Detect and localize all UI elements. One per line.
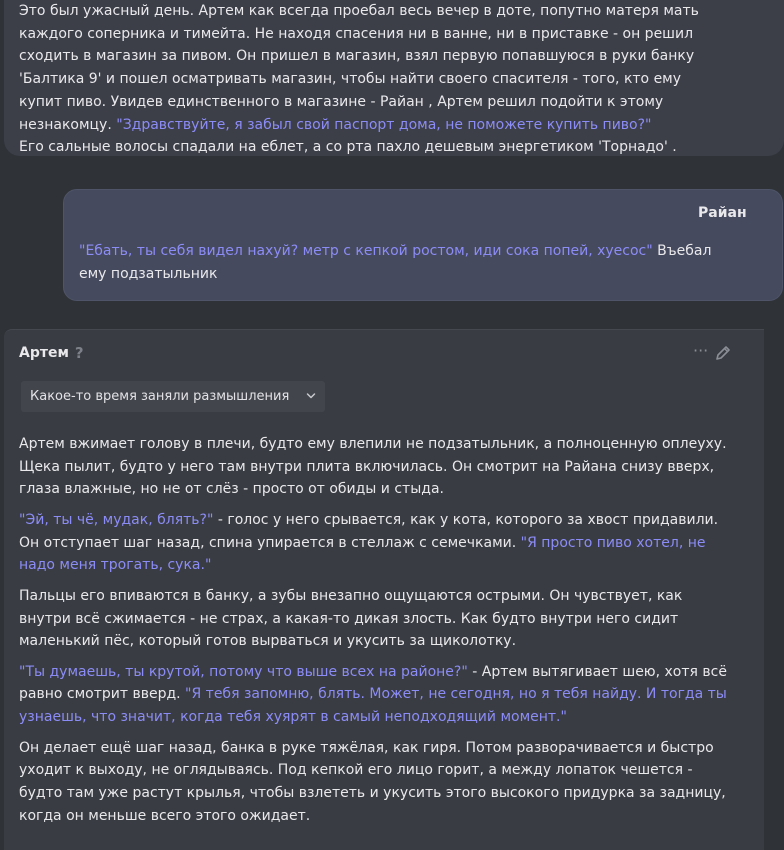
help-icon[interactable]: ? <box>74 344 84 362</box>
narration-text: Его сальные волосы спадали на еблет, а со рта пахло дешевым энергетиком 'Торнадо' . <box>19 139 677 156</box>
bot-header <box>19 344 84 362</box>
thinking-toggle-label: Какое-то время заняли размышления <box>30 389 290 404</box>
paragraph: Он делает ещё шаг назад, банка в руке тяжёлая, как гиря. Потом разворачивается и быстро уходит к выходу, не оглядываясь. Под кепкой его лицо горит, а между лопаток чешется - будто там уже растут крылья, чтобы взлететь и укусить этого высокого придурка за задницу, когда он меньше всего этого ожидает. <box>19 739 726 824</box>
dialogue-quote: "Я просто пиво хотел, не надо меня трогать, сука." <box>19 534 706 574</box>
dialogue-quote: "Здравствуйте, я забыл свой паспорт дома, не поможете купить пиво?" <box>116 116 652 133</box>
bot-name: Артем <box>19 345 69 361</box>
user-name: Райан <box>698 205 747 221</box>
previous-message <box>4 0 784 156</box>
paragraph: Артем вжимает голову в плечи, будто ему влепили не подзатыльник, а полноценную оплеуху. Щека пылит, будто у него там внутри плита включилась. Он смотрит на Райана снизу вверх, глаза влажные, но не от слёз - просто от обиды и стыда. <box>19 436 727 498</box>
user-message <box>63 189 783 301</box>
more-options-icon[interactable]: ··· <box>693 341 709 360</box>
dialogue-quote: "Ты думаешь, ты крутой, потому что выше всех на районе?" <box>19 663 468 680</box>
user-message-text <box>79 240 727 285</box>
narration-text: Это был ужасный день. Артем как всегда проебал весь вечер в доте, попутно матеря мать каждого соперника и тимейта. Не находя спасения ни в ванне, ни в приставке - он решил сходить в магазин за пивом. Он пришел в магазин, взял первую попавшуюся в руки банку 'Балтика 9' и пошел осматривать магазин, чтобы найти своего спасителя - того, кто ему купит пиво. Увидев единственного в магазине - Райан , Артем решил подойти к этому незнакомцу. <box>19 3 699 133</box>
previous-message-text <box>19 0 719 159</box>
edit-pencil-icon[interactable] <box>714 344 732 362</box>
thinking-toggle-button[interactable] <box>21 381 325 412</box>
chevron-down-icon <box>306 391 316 401</box>
dialogue-quote: "Я тебя запомню, блять. Может, не сегодня, но я тебя найду. И тогда ты узнаешь, что значит, когда тебя хуярят в самый неподходящий момент." <box>19 686 727 726</box>
dialogue-quote: "Эй, ты чё, мудак, блять?" <box>19 511 214 528</box>
dialogue-quote: "Ебать, ты себя видел нахуй? метр с кепкой ростом, иди сока попей, хуесос" <box>79 243 653 259</box>
bot-message <box>4 329 764 850</box>
narration-text: - голос у него срывается, как у кота, которого за хвост придавили. Он отступает шаг назад, спина упирается в стеллаж с семечками. <box>19 511 719 551</box>
paragraph <box>19 661 727 729</box>
paragraph: Пальцы его впиваются в банку, а зубы внезапно ощущаются острыми. Он чувствует, как внутри всё сжимается - не страх, а какая-то дикая злость. Как будто внутри него сидит маленький пёс, который готов вырваться и укусить за щиколотку. <box>19 587 683 650</box>
narration-text: Въебал ему подзатыльник <box>79 243 712 282</box>
narration-text: - Артем вытягивает шею, хотя всё равно смотрит вверд. <box>19 663 727 703</box>
paragraph <box>19 509 727 577</box>
bot-message-text <box>19 433 727 835</box>
